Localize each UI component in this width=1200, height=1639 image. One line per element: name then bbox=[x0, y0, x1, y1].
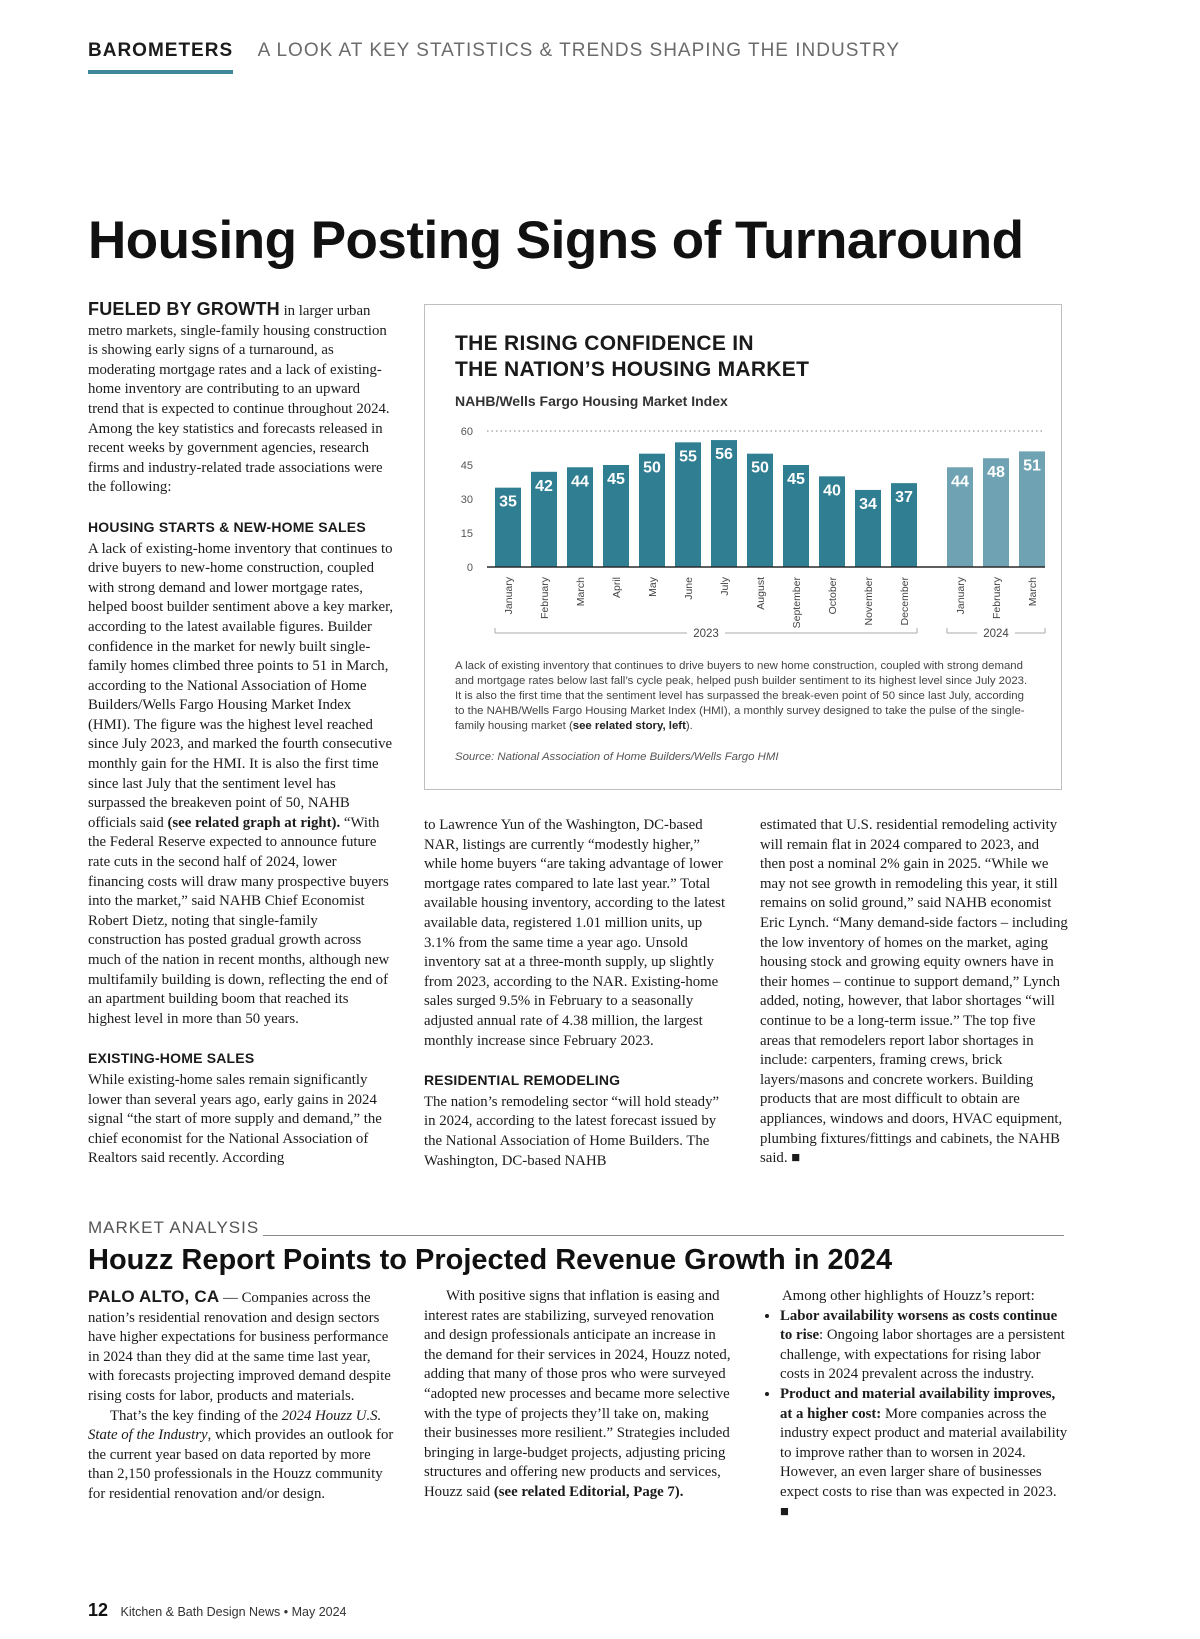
remodeling-forecast-text: estimated that U.S. residential remodeling activity will remain flat in 2024 compared to 2023, and then post a nominal 2% gain in 2025. “While we may not see growth in remodeling this year, it still remains on solid ground,” said NAHB economist Eric Lynch. “Many demand-side factors – including the low inventory of homes on the market, aging housing stock and growing equity owners have in their homes – continue to support demand,” Lynch added, noting, however, that labor shortages “will continue to be a long-term issue.” The top five areas that remodelers report labor shortages in include: carpenters, framing crews, brick layers/masons and concrete workers. Building products that are most difficult to obtain are appliances, windows and doors, HVAC equipment, plumbing fixtures/fittings and cabinets, the NAHB said. bbox=[760, 817, 1068, 1167]
bar-value-label: 44 bbox=[951, 473, 969, 491]
bar-chart bbox=[425, 305, 1063, 655]
highlight-item bbox=[780, 1307, 1068, 1385]
article-column-2 bbox=[424, 816, 732, 1171]
publication-info: Kitchen & Bath Design News • May 2024 bbox=[120, 1605, 347, 1619]
bar-value-label: 40 bbox=[823, 482, 841, 500]
related-graph-ref: (see related graph at right). bbox=[167, 814, 341, 831]
y-tick-label: 30 bbox=[460, 494, 473, 506]
end-mark: ■ bbox=[780, 1503, 789, 1520]
houzz-column-1 bbox=[88, 1287, 396, 1505]
houzz-signs-text: With positive signs that inflation is easing and interest rates are stabilizing, surveyed renovation and design professionals anticipate an increase in the demand for their services in 2024, Houzz noted, adding that many of those pros who were surveyed “adopted new processes and became more selective with the type of projects they’ll take on, making their businesses more resilient.” Strategies included bringing in large-budget projects, adjusting pricing structures and offering new products and services, Houzz said bbox=[424, 1288, 731, 1500]
end-mark: ■ bbox=[791, 1150, 801, 1167]
houzz-intro-text: Companies across the nation’s residential renovation and design sectors have higher expectations for business performance in 2024 than they did at the same time last year, with forecasts projecting improved demand despite rising costs for labor, products and materials. bbox=[88, 1290, 391, 1404]
nar-paragraph: to Lawrence Yun of the Washington, DC-based NAR, listings are currently “modestly higher,” while home buyers “are taking advantage of lower mortgage rates compared to late last year.” Total available housing inventory, according to the latest available data, registered 1.01 million units, up 3.1% from the same time a year ago. Unsold inventory sat at a three-month supply, up slightly from 2023, according to the NAR. Existing-home sales surged 9.5% in February to a seasonally adjusted annual rate of 4.38 million, the largest monthly increase since February 2023. bbox=[424, 817, 726, 1049]
subhead-remodeling: RESIDENTIAL REMODELING bbox=[424, 1072, 621, 1089]
x-tick-label: July bbox=[719, 577, 731, 596]
section-header bbox=[88, 40, 900, 74]
dateline-dash: — bbox=[219, 1290, 242, 1306]
bar-value-label: 55 bbox=[679, 448, 697, 466]
x-tick-label: November bbox=[863, 577, 875, 626]
bar-value-label: 56 bbox=[715, 446, 733, 464]
bar-value-label: 51 bbox=[1023, 457, 1041, 475]
section-kicker-subtitle: A LOOK AT KEY STATISTICS & TRENDS SHAPING THE INDUSTRY bbox=[257, 40, 901, 61]
houzz-signs-paragraph bbox=[424, 1287, 732, 1503]
year-label: 2023 bbox=[693, 628, 719, 640]
x-tick-label: September bbox=[791, 577, 803, 629]
highlights-intro: Among other highlights of Houzz’s report: bbox=[782, 1288, 1035, 1304]
market-analysis-divider bbox=[88, 1218, 1064, 1240]
key-finding-text-cont: , which provides an outlook for the current year based on data reported by more than 2,150 professionals in the Houzz community for residential renovation and/or design. bbox=[88, 1427, 394, 1502]
intro-text: in larger urban metro markets, single-family housing construction is showing early signs of a turnaround, as moderating mortgage rates and a lack of existing-home inventory are contributing to an upward trend that is expected to continue throughout 2024. Among the key statistics and forecasts released in recent weeks by government agencies, research firms and industry-related trade associations were the following: bbox=[88, 303, 390, 496]
x-tick-label: March bbox=[575, 577, 587, 607]
x-tick-label: January bbox=[955, 577, 967, 615]
intro-paragraph bbox=[88, 300, 394, 498]
highlight-item bbox=[780, 1385, 1068, 1522]
chart-caption-end: ). bbox=[685, 720, 693, 732]
chart-title-line-1: THE RISING CONFIDENCE IN bbox=[455, 332, 754, 355]
housing-starts-paragraph bbox=[88, 540, 394, 1030]
x-tick-label: May bbox=[647, 577, 659, 597]
bar-value-label: 35 bbox=[499, 493, 517, 511]
bar-value-label: 45 bbox=[787, 471, 805, 488]
existing-home-paragraph: While existing-home sales remain significantly lower than several years ago, early gains in 2024 signal “the start of more supply and demand,” the chief economist for the National Association of Realtors said recently. According bbox=[88, 1071, 382, 1167]
page-number: 12 bbox=[88, 1600, 109, 1620]
x-tick-label: March bbox=[1027, 577, 1039, 607]
dateline: PALO ALTO, CA bbox=[88, 1287, 220, 1306]
article-column-1 bbox=[88, 300, 394, 1169]
x-tick-label: February bbox=[991, 577, 1003, 620]
y-tick-label: 60 bbox=[460, 426, 473, 438]
bar-value-label: 44 bbox=[571, 473, 589, 491]
bar-value-label: 50 bbox=[751, 459, 769, 477]
key-finding-text: That’s the key finding of the bbox=[110, 1407, 282, 1424]
bar-value-label: 42 bbox=[535, 477, 553, 495]
houzz-key-finding-paragraph bbox=[88, 1407, 396, 1505]
chart-caption-ref: see related story, left bbox=[572, 720, 686, 732]
housing-starts-text-cont: “With the Federal Reserve expected to announce future rate cuts in the second half of 2024, lower financing costs will draw many prospective buyers into the market,” said NAHB Chief Economist Robert Dietz, noting that single-family construction has posted gradual growth across much of the nation in recent months, although new multifamily building is down, reflecting the end of an apartment building boom that reached its highest level in more than 50 years. bbox=[88, 814, 390, 1027]
year-label: 2024 bbox=[983, 628, 1009, 640]
highlight-heading: Product and material availability improves, at a higher cost: bbox=[780, 1385, 1056, 1422]
y-tick-label: 0 bbox=[466, 562, 473, 574]
houzz-column-2 bbox=[424, 1287, 732, 1503]
highlight-text: : Ongoing labor shortages are a persistent challenge, with expectations for rising labor costs in 2024 prevalent across the industry. bbox=[780, 1327, 1065, 1383]
subhead-existing-home: EXISTING-HOME SALES bbox=[88, 1050, 255, 1067]
bar-value-label: 48 bbox=[987, 464, 1005, 482]
highlight-heading: Labor availability worsens as costs continue to rise bbox=[780, 1307, 1058, 1344]
x-tick-label: October bbox=[827, 577, 839, 615]
x-tick-label: December bbox=[899, 577, 911, 626]
chart-box bbox=[424, 304, 1062, 790]
chart-source: Source: National Association of Home Builders/Wells Fargo HMI bbox=[455, 751, 779, 763]
page-footer bbox=[88, 1600, 347, 1621]
highlight-text: More companies across the industry expect product and material availability to improve rather than to worsen in 2024. However, an even larger share of businesses expect costs to rise than was expected in 2023. bbox=[780, 1405, 1068, 1500]
chart-subtitle: NAHB/Wells Fargo Housing Market Index bbox=[455, 393, 728, 409]
section-kicker: BAROMETERS bbox=[88, 40, 233, 74]
bar-value-label: 37 bbox=[895, 489, 913, 507]
lead-in: FUELED BY GROWTH bbox=[88, 299, 280, 319]
subhead-housing-starts: HOUSING STARTS & NEW-HOME SALES bbox=[88, 518, 366, 535]
x-tick-label: January bbox=[503, 577, 515, 615]
houzz-column-3 bbox=[760, 1287, 1068, 1522]
chart-caption bbox=[455, 659, 1035, 734]
chart-caption-text: A lack of existing inventory that continues to drive buyers to new home construction, coupled with strong demand and mortgage rates below last fall’s cycle peak, helped push builder sentiment to its highest level since July 2023. It is also the first time that the sentiment level has surpassed the break-even point of 50 since last July, according to the NAHB/Wells Fargo Housing Market Index (HMI), a monthly survey designed to take the pulse of the single-family housing market ( bbox=[455, 660, 1028, 732]
bar-value-label: 45 bbox=[607, 471, 625, 488]
remodeling-forecast-paragraph bbox=[760, 816, 1068, 1169]
market-analysis-label: MARKET ANALYSIS bbox=[88, 1218, 263, 1238]
remodeling-paragraph: The nation’s remodeling sector “will hold steady” in 2024, according to the latest forecast issued by the National Association of Home Builders. The Washington, DC-based NAHB bbox=[424, 1093, 720, 1169]
bar-value-label: 34 bbox=[859, 495, 877, 513]
x-tick-label: April bbox=[611, 577, 623, 599]
bar-value-label: 50 bbox=[643, 459, 661, 477]
housing-starts-text: A lack of existing-home inventory that continues to drive buyers to new-home construction, coupled with strong demand and lower mortgage rates, helped boost builder sentiment above a key marker, according to the latest available figures. Builder confidence in the market for newly built single-family homes climbed three points to 51 in March, according to the National Association of Home Builders/Wells Fargo Housing Market Index (HMI). The figure was the highest level reached since July 2023, and marked the fourth consecutive monthly gain for the HMI. It is also the first time since last July that the sentiment level has surpassed the breakeven point of 50, NAHB officials said bbox=[88, 540, 394, 831]
x-tick-label: February bbox=[539, 577, 551, 620]
houzz-intro-paragraph bbox=[88, 1287, 396, 1407]
houzz-headline: Houzz Report Points to Projected Revenue Growth in 2024 bbox=[88, 1244, 893, 1276]
report-title: 2024 Houzz U.S. State of the Industry bbox=[88, 1407, 382, 1444]
related-editorial-ref: (see related Editorial, Page 7). bbox=[493, 1483, 684, 1500]
y-tick-label: 45 bbox=[460, 460, 473, 472]
x-tick-label: June bbox=[683, 577, 695, 600]
y-tick-label: 15 bbox=[460, 528, 473, 540]
chart-title-line-2: THE NATION’S HOUSING MARKET bbox=[455, 358, 810, 381]
article-headline: Housing Posting Signs of Turnaround bbox=[88, 211, 1024, 270]
x-tick-label: August bbox=[755, 577, 767, 610]
article-column-3 bbox=[760, 816, 1068, 1169]
highlights-list bbox=[760, 1307, 1068, 1523]
